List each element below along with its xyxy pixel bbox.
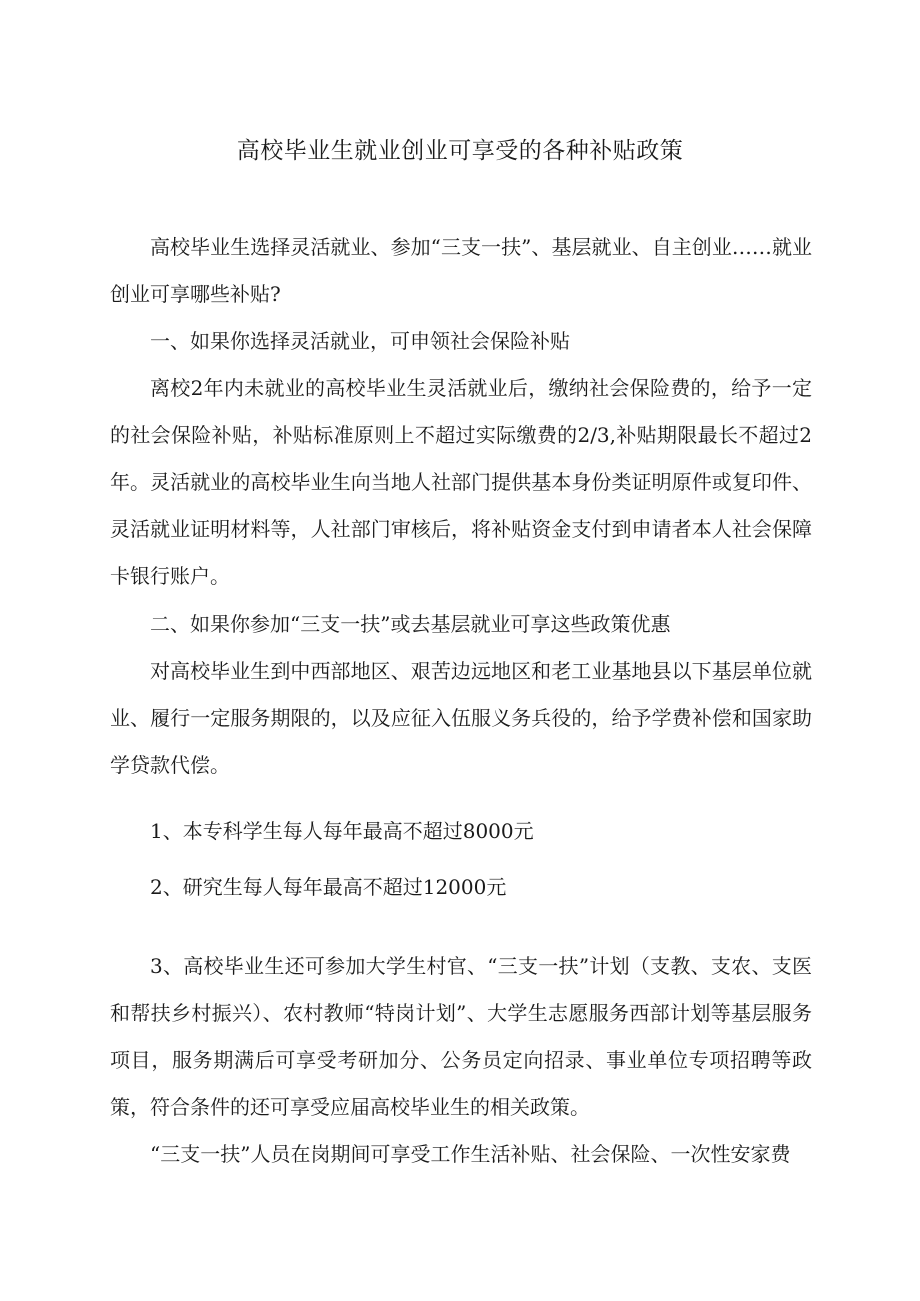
- list-item-2: 2、研究生每人每年最高不超过12000元: [150, 875, 507, 899]
- section2-paragraph: 对高校毕业生到中西部地区、艰苦边远地区和老工业基地县以下基层单位就业、履行一定服务期限的，以及应征入伍服义务兵役的，给予学费补偿和国家助学贷款代偿。: [110, 659, 812, 777]
- intro-paragraph: 高校毕业生选择灵活就业、参加“三支一扶”、基层就业、自主创业……就业创业可享哪些补贴?: [110, 235, 812, 306]
- list-item-3: 3、高校毕业生还可参加大学生村官、“三支一扶”计划（支教、支农、支医和帮扶乡村振兴）、农村教师“特岗计划”、大学生志愿服务西部计划等基层服务项目，服务期满后可享受考研加分、公务员定向招录、事业单位专项招聘等政策，符合条件的还可享受应届高校毕业生的相关政策。: [110, 954, 812, 1119]
- section2-heading: 二、如果你参加“三支一扶”或去基层就业可享这些政策优惠: [150, 612, 671, 636]
- section1-paragraph: 离校2年内未就业的高校毕业生灵活就业后，缴纳社会保险费的，给予一定的社会保险补贴，补贴标准原则上不超过实际缴费的2/3,补贴期限最长不超过2年。灵活就业的高校毕业生向当地人社部门提供基本身份类证明原件或复印件、灵活就业证明材料等，人社部门审核后，将补贴资金支付到申请者本人社会保障卡银行账户。: [110, 376, 812, 588]
- list-item-1: 1、本专科学生每人每年最高不超过8000元: [150, 819, 534, 843]
- section1-heading: 一、如果你选择灵活就业，可申领社会保险补贴: [150, 329, 570, 353]
- document-title: 高校毕业生就业创业可享受的各种补贴政策: [236, 138, 684, 164]
- trailing-paragraph: “三支一扶”人员在岗期间可享受工作生活补贴、社会保险、一次性安家费: [150, 1142, 791, 1166]
